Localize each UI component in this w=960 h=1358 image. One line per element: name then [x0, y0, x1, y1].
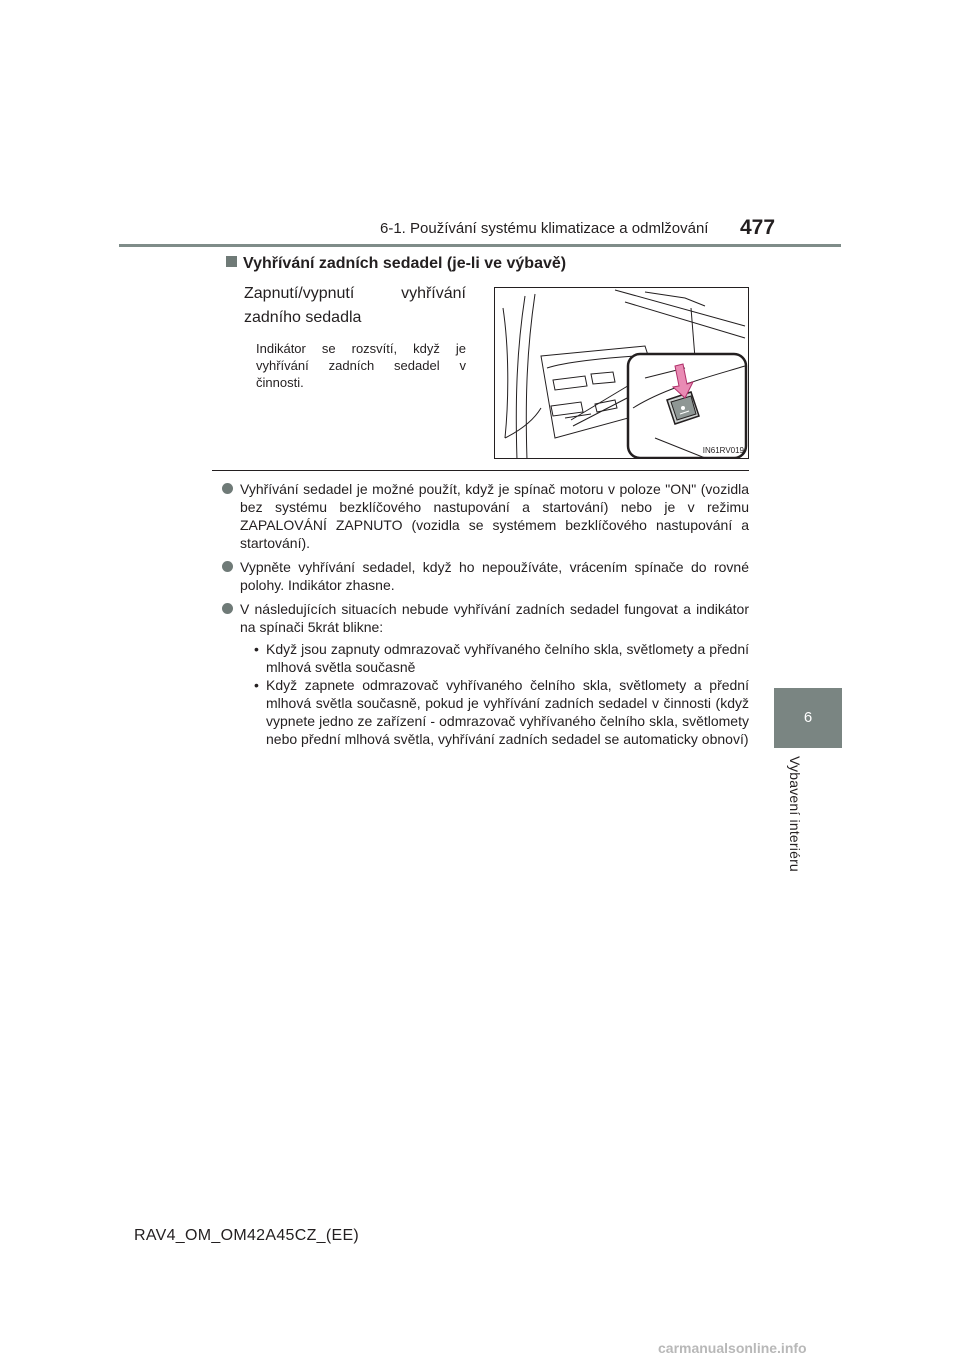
list-item: Vypněte vyhřívání sedadel, když ho nepoužíváte, vrácením spínače do rovné polohy. Indikátor zhasne. [222, 558, 749, 594]
list-item: Vyhřívání sedadel je možné použít, když je spínač motoru v poloze "ON" (vozidla bez systému bezklíčového nastupování a startování) nebo je v režimu ZAPALOVÁNÍ ZAPNUTO (vozidla se systémem bezklíčového nastupování a startování). [222, 480, 749, 552]
section-heading [226, 255, 566, 273]
list-item: V následujících situacích nebude vyhřívání zadních sedadel fungovat a indikátor na spínači 5krát blikne: • Když jsou zapnuty odmrazovač vyhřívaného čelního skla, světlomety a přední mlhová světla současně • Když zapnete odmrazovač vyhřívaného čelního skla, světlomety a přední mlhová světla současně, pokud je vyhřívání zadních sedadel v činnosti (když vypnete jedno ze zařízení - odmrazovač vyhřívaného čelního skla, světlomety nebo přední mlhová světla, vyhřívání zadních sedadel se automaticky obnoví) [222, 600, 749, 748]
sub-list [240, 640, 749, 748]
dot-marker-icon: • [254, 677, 259, 693]
watermark[interactable]: carmanualsonline.info [658, 1340, 807, 1356]
circle-bullet-icon [222, 561, 233, 572]
square-bullet-icon [226, 256, 237, 267]
feature-description: Indikátor se rozsvítí, když je vyhřívání zadních sedadel v činnosti. [256, 341, 466, 390]
notes-list [222, 480, 749, 754]
document-code: RAV4_OM_OM42A45CZ_(EE) [134, 1227, 360, 1244]
section-divider [212, 470, 749, 471]
chapter-tab-number: 6 [803, 709, 813, 726]
seat-heater-switch-illustration [494, 287, 749, 459]
rear-door-panel-drawing [495, 288, 749, 459]
chapter-title: 6-1. Používání systému klimatizace a odmlžování [380, 220, 709, 237]
sub-list-item: • Když jsou zapnuty odmrazovač vyhřívaného čelního skla, světlomety a přední mlhová světla současně [254, 641, 749, 675]
circle-bullet-icon [222, 483, 233, 494]
figure-code: IN61RV019 [702, 446, 744, 455]
chapter-tab [774, 688, 842, 748]
sub-list-item: • Když zapnete odmrazovač vyhřívaného čelního skla, světlomety a přední mlhová světla současně, pokud je vyhřívání zadních sedadel v činnosti (když vypnete jedno ze zařízení - odmrazovač vyhřívaného čelního skla, světlomety nebo přední mlhová světla, vyhřívání zadních sedadel se automaticky obnoví) [254, 677, 749, 747]
chapter-tab-label: Vybavení interiéru [787, 756, 803, 872]
feature-title: Zapnutí/vypnutí vyhřívání zadního sedadla [244, 285, 466, 326]
page-number: 477 [740, 216, 776, 239]
circle-bullet-icon [222, 603, 233, 614]
section-heading-text: Vyhřívání zadních sedadel (je-li ve výbavě) [243, 255, 567, 272]
header-divider [119, 244, 841, 247]
dot-marker-icon: • [254, 641, 259, 657]
